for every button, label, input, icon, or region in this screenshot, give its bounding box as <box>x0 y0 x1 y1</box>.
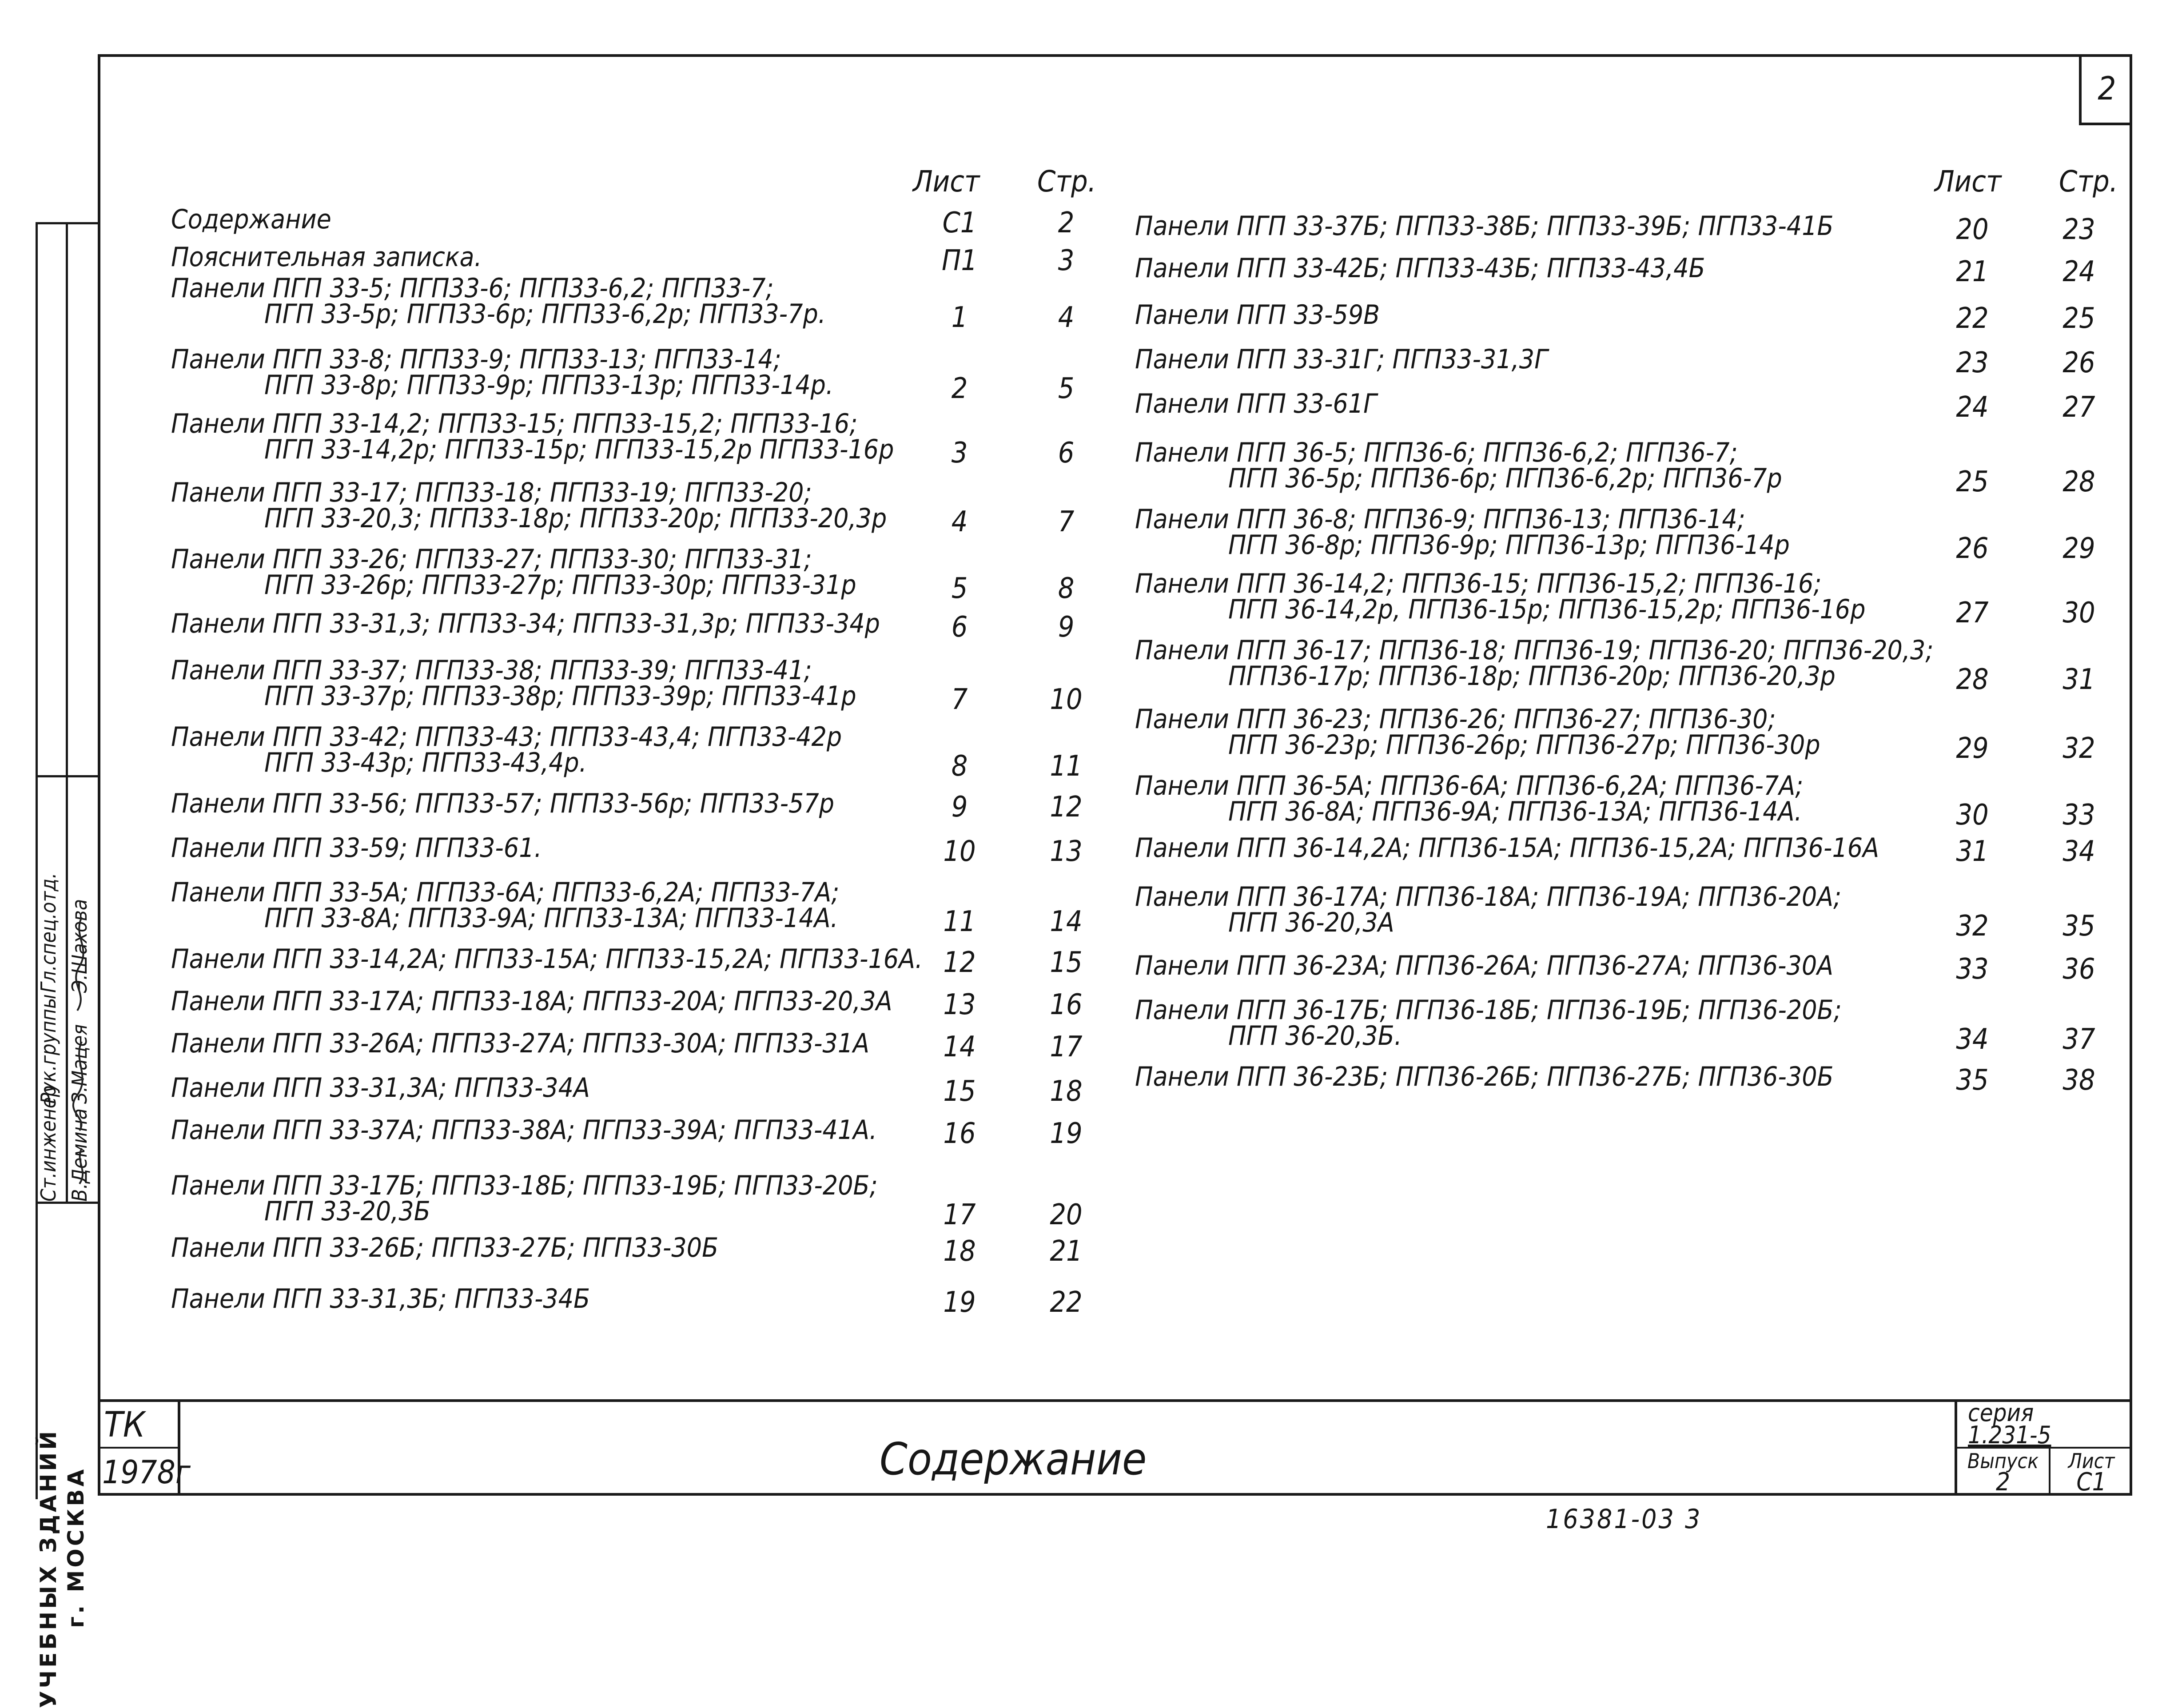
toc-page-number: 20 <box>1050 1198 1083 1231</box>
toc-entry <box>1135 881 1842 938</box>
toc-entry <box>171 544 856 601</box>
toc-page-number: 12 <box>1050 791 1083 824</box>
toc-entry-line: Панели ПГП 36-17А; ПГП36-18А; ПГП36-19А; ПГП36-20А; <box>1135 881 1842 912</box>
toc-page-number: 35 <box>2062 910 2095 943</box>
toc-entry <box>171 408 894 465</box>
toc-entry-line: Панели ПГП 36-8; ПГП36-9; ПГП36-13; ПГП36-14; <box>1135 504 1745 535</box>
toc-entry <box>171 721 842 778</box>
toc-sheet-number: 19 <box>943 1286 976 1319</box>
toc-entry <box>1135 504 1790 561</box>
toc-entry <box>171 242 482 273</box>
title-block-right <box>1955 1399 2135 1497</box>
toc-page-number: 32 <box>2062 732 2095 765</box>
title-block-org <box>98 1402 191 1496</box>
toc-entry-line: Панели ПГП 33-42Б; ПГП33-43Б; ПГП33-43,4Б <box>1135 253 1705 284</box>
toc-entry <box>171 1232 719 1263</box>
toc-entry <box>1135 344 1548 375</box>
toc-entry <box>171 344 834 401</box>
toc-entry <box>1135 388 1377 419</box>
toc-page-number: 23 <box>2062 213 2095 246</box>
toc-entry-line: Панели ПГП 36-23; ПГП36-26; ПГП36-27; ПГП36-30; <box>1135 704 1776 735</box>
toc-sheet-number: 13 <box>943 988 976 1021</box>
toc-entry-line: ПГП 33-8р; ПГП33-9р; ПГП33-13р; ПГП33-14р. <box>264 370 834 401</box>
toc-sheet-number: 29 <box>1956 732 1989 765</box>
toc-entry-line: Панели ПГП 33-14,2А; ПГП33-15А; ПГП33-15,2А; ПГП33-16А. <box>171 944 923 975</box>
toc-sheet-number: 18 <box>943 1235 976 1268</box>
toc-sheet-number: 30 <box>1956 799 1989 832</box>
toc-page-number: 15 <box>1050 946 1083 979</box>
series-value: 1.231-5 <box>1968 1421 2051 1449</box>
right-header-sheet: Лист <box>1935 164 2002 199</box>
toc-page-number: 4 <box>1058 301 1075 334</box>
stamp-name-3: В.Демина <box>68 1108 92 1202</box>
toc-entry <box>171 1283 590 1314</box>
toc-page-number: 21 <box>1050 1235 1083 1268</box>
toc-entry <box>171 608 880 639</box>
stamp-org-line2: г. МОСКВА <box>63 1466 89 1628</box>
toc-sheet-number: 6 <box>951 611 968 644</box>
stamp-role-3: Ст.инженер <box>36 1085 60 1202</box>
toc-page-number: 33 <box>2062 799 2095 832</box>
toc-page-number: 13 <box>1050 835 1083 868</box>
toc-entry-line: ПГП 36-8р; ПГП36-9р; ПГП36-13р; ПГП36-14р <box>1228 530 1790 561</box>
toc-entry <box>1135 706 1820 758</box>
left-header-page: Стр. <box>1037 164 1096 199</box>
toc-page-number: 29 <box>2062 532 2095 565</box>
series-cell <box>1957 1399 2132 1449</box>
toc-sheet-number: 21 <box>1956 255 1989 288</box>
toc-sheet-number: 8 <box>951 750 968 783</box>
toc-sheet-number: 28 <box>1956 663 1989 696</box>
stamp-role-2: Рук.группы <box>36 994 60 1104</box>
toc-entry <box>1135 950 1834 981</box>
toc-entry <box>171 1170 878 1227</box>
series-label: серия <box>1968 1399 2034 1427</box>
toc-entry-line: ПГП 33-26р; ПГП33-27р; ПГП33-30р; ПГП33-31р <box>264 569 856 601</box>
document-title: Содержание <box>880 1433 1147 1485</box>
stamp-name-2: З.Мацея <box>68 1024 92 1104</box>
toc-entry <box>1135 437 1782 494</box>
toc-page-number: 9 <box>1058 611 1075 644</box>
toc-sheet-number: 4 <box>951 506 968 538</box>
toc-entry-line: Панели ПГП 33-8; ПГП33-9; ПГП33-13; ПГП33-14; <box>171 344 781 375</box>
toc-sheet-number: 16 <box>943 1117 976 1150</box>
toc-entry <box>171 788 834 819</box>
toc-entry-line: Панели ПГП 33-26А; ПГП33-27А; ПГП33-30А; ПГП33-31А <box>171 1028 870 1059</box>
sheet-cell <box>2051 1449 2132 1496</box>
toc-entry <box>171 477 887 534</box>
toc-entry <box>1135 568 1866 625</box>
toc-page-number: 22 <box>1050 1286 1083 1319</box>
toc-entry <box>1135 211 1834 242</box>
toc-sheet-number: 3 <box>951 437 968 470</box>
toc-sheet-number: 33 <box>1956 953 1989 986</box>
toc-sheet-number: 9 <box>951 791 968 824</box>
toc-entry-line: ПГП 33-37р; ПГП33-38р; ПГП33-39р; ПГП33-41р <box>264 681 856 712</box>
toc-sheet-number: 24 <box>1956 391 1989 424</box>
toc-page-number: 16 <box>1050 988 1083 1021</box>
toc-sheet-number: 5 <box>951 572 968 605</box>
toc-entry-line: Пояснительная записка. <box>171 242 482 273</box>
toc-entry-line: Панели ПГП 33-56; ПГП33-57; ПГП33-56р; ПГП33-57р <box>171 788 834 819</box>
toc-sheet-number: 12 <box>943 946 976 979</box>
toc-sheet-number: 25 <box>1956 466 1989 498</box>
toc-entry-line: Панели ПГП 33-17Б; ПГП33-18Б; ПГП33-19Б; ПГП33-20Б; <box>171 1170 878 1201</box>
toc-entry-line: ПГП 36-8А; ПГП36-9А; ПГП36-13А; ПГП36-14А. <box>1228 796 1802 827</box>
toc-entry-line: Панели ПГП 33-26Б; ПГП33-27Б; ПГП33-30Б <box>171 1232 719 1263</box>
toc-entry-line: Панели ПГП 33-17А; ПГП33-18А; ПГП33-20А; ПГП33-20,3А <box>171 986 892 1017</box>
toc-entry <box>171 204 331 235</box>
toc-sheet-number: 1 <box>951 301 968 334</box>
toc-entry-line: ПГП 33-20,3; ПГП33-18р; ПГП33-20р; ПГП33-20,3р <box>264 503 887 534</box>
toc-entry-line: Панели ПГП 33-61Г <box>1135 388 1377 419</box>
toc-entry-line: ПГП 33-20,3Б <box>264 1196 430 1227</box>
toc-sheet-number: 35 <box>1956 1064 1989 1097</box>
toc-entry <box>171 944 923 975</box>
toc-page-number: 38 <box>2062 1064 2095 1097</box>
issue-label: Выпуск <box>1967 1449 2039 1473</box>
toc-entry-line: Панели ПГП 36-17; ПГП36-18; ПГП36-19; ПГП36-20; ПГП36-20,3; <box>1135 635 1934 666</box>
toc-entry <box>171 1115 877 1146</box>
toc-page-number: 18 <box>1050 1075 1083 1108</box>
toc-page-number: 7 <box>1058 506 1075 538</box>
toc-page-number: 2 <box>1058 207 1075 239</box>
toc-entry-line: ПГП 33-5р; ПГП33-6р; ПГП33-6,2р; ПГП33-7р. <box>264 299 826 330</box>
toc-sheet-number: 11 <box>943 905 976 938</box>
toc-page-number: 27 <box>2062 391 2095 424</box>
toc-entry-line: Панели ПГП 33-31Г; ПГП33-31,3Г <box>1135 344 1548 375</box>
toc-entry-line: Панели ПГП 36-23Б; ПГП36-26Б; ПГП36-27Б; ПГП36-30Б <box>1135 1061 1834 1092</box>
approval-stamp <box>36 222 98 1708</box>
toc-entry-line: Панели ПГП 33-5А; ПГП33-6А; ПГП33-6,2А; ПГП33-7А; <box>171 877 840 908</box>
toc-page-number: 34 <box>2062 835 2095 868</box>
toc-page-number: 5 <box>1058 372 1075 405</box>
toc-page-number: 8 <box>1058 572 1075 605</box>
toc-entry-line: Панели ПГП 33-31,3А; ПГП33-34А <box>171 1072 590 1103</box>
toc-entry-line: Панели ПГП 33-31,3; ПГП33-34; ПГП33-31,3р; ПГП33-34р <box>171 608 880 639</box>
toc-entry <box>1135 770 1804 827</box>
toc-entry <box>1135 635 1934 692</box>
toc-sheet-number: 26 <box>1956 532 1989 565</box>
toc-sheet-number: 15 <box>943 1075 976 1108</box>
toc-page-number: 14 <box>1050 905 1083 938</box>
toc-entry-line: Панели ПГП 33-59В <box>1135 299 1380 330</box>
toc-entry <box>1135 1061 1834 1092</box>
stamp-org-line1: УЧЕБНЫХ ЗДАНИЙ <box>36 1428 61 1708</box>
toc-entry-line: Панели ПГП 33-42; ПГП33-43; ПГП33-43,4; ПГП33-42р <box>171 721 842 752</box>
issue-value: 2 <box>1995 1468 2011 1497</box>
toc-page-number: 37 <box>2062 1023 2095 1056</box>
toc-entry <box>171 273 826 330</box>
toc-entry <box>171 986 892 1017</box>
toc-page-number: 19 <box>1050 1117 1083 1150</box>
toc-entry <box>1135 832 1879 864</box>
toc-sheet-number: 23 <box>1956 346 1989 379</box>
toc-entry <box>1135 997 1842 1049</box>
toc-page-number: 11 <box>1050 750 1083 783</box>
toc-entry-line: ПГП 36-20,3Б. <box>1228 1020 1402 1051</box>
toc-entry-line: Панели ПГП 33-17; ПГП33-18; ПГП33-19; ПГП33-20; <box>171 477 812 508</box>
title-block <box>98 1399 2132 1498</box>
toc-entry-line: Панели ПГП 33-37А; ПГП33-38А; ПГП33-39А; ПГП33-41А. <box>171 1115 877 1146</box>
stamp-name-1: Э.Шахова <box>68 899 92 993</box>
toc-entry-line: ПГП36-17р; ПГП36-18р; ПГП36-20р; ПГП36-20,3р <box>1228 661 1836 692</box>
toc-entry-line: Панели ПГП 36-5А; ПГП36-6А; ПГП36-6,2А; ПГП36-7А; <box>1135 770 1804 801</box>
toc-entry <box>1135 253 1705 284</box>
toc-sheet-number: 17 <box>943 1198 976 1231</box>
toc-sheet-number: 34 <box>1956 1023 1989 1056</box>
toc-page-number: 17 <box>1050 1031 1083 1063</box>
toc-entry-line: ПГП 33-14,2р; ПГП33-15р; ПГП33-15,2р ПГП33-16р <box>264 434 894 465</box>
toc-entry-line: Панели ПГП 36-17Б; ПГП36-18Б; ПГП36-19Б; ПГП36-20Б; <box>1135 995 1842 1026</box>
toc-page-number: 26 <box>2062 346 2095 379</box>
toc-sheet-number: 32 <box>1956 910 1989 943</box>
toc-entry <box>171 1028 870 1059</box>
year: 1978г <box>102 1453 191 1491</box>
toc-sheet-number: С1 <box>942 207 977 239</box>
sheet-number: 2 <box>2079 54 2132 125</box>
toc-page-number: 10 <box>1050 683 1083 716</box>
toc-page-number: 24 <box>2062 255 2095 288</box>
toc-entry-line: ПГП 33-8А; ПГП33-9А; ПГП33-13А; ПГП33-14А. <box>264 903 838 934</box>
toc-entry <box>171 1072 590 1103</box>
toc-entry-line: Панели ПГП 36-5; ПГП36-6; ПГП36-6,2; ПГП36-7; <box>1135 437 1738 468</box>
toc-entry-line: Панели ПГП 36-23А; ПГП36-26А; ПГП36-27А; ПГП36-30А <box>1135 950 1834 981</box>
sheet-value: С1 <box>2076 1468 2106 1497</box>
toc-sheet-number: 10 <box>943 835 976 868</box>
toc-entry-line: Панели ПГП 36-14,2; ПГП36-15; ПГП36-15,2; ПГП36-16; <box>1135 568 1822 599</box>
toc-page-number: 31 <box>2062 663 2095 696</box>
toc-sheet-number: 14 <box>943 1031 976 1063</box>
toc-entry-line: Панели ПГП 33-37Б; ПГП33-38Б; ПГП33-39Б; ПГП33-41Б <box>1135 211 1834 242</box>
archive-code: 16381-03 3 <box>1546 1504 1702 1535</box>
toc-page-number: 6 <box>1058 437 1075 470</box>
toc-entry-line: ПГП 36-23р; ПГП36-26р; ПГП36-27р; ПГП36-30р <box>1228 729 1820 760</box>
toc-page-number: 36 <box>2062 953 2095 986</box>
toc-page-number: 25 <box>2062 302 2095 335</box>
toc-sheet-number: 22 <box>1956 302 1989 335</box>
toc-entry <box>171 832 542 864</box>
signature-marks <box>68 908 95 1193</box>
right-header-page: Стр. <box>2059 164 2118 199</box>
toc-entry-line: Панели ПГП 33-31,3Б; ПГП33-34Б <box>171 1283 590 1314</box>
stamp-role-1: Гл.спец.отд. <box>36 872 60 993</box>
toc-entry <box>1135 299 1380 330</box>
toc-entry-line: Панели ПГП 33-14,2; ПГП33-15; ПГП33-15,2; ПГП33-16; <box>171 408 858 439</box>
toc-entry-line: ПГП 36-20,3А <box>1228 907 1394 938</box>
toc-entry-line: ПГП 36-5р; ПГП36-6р; ПГП36-6,2р; ПГП36-7р <box>1228 463 1782 494</box>
toc-entry-line: ПГП 33-43р; ПГП33-43,4р. <box>264 747 587 778</box>
toc-entry-line: Панели ПГП 33-59; ПГП33-61. <box>171 832 542 864</box>
toc-sheet-number: П1 <box>942 244 977 277</box>
issue-cell <box>1957 1449 2051 1496</box>
sheet-label: Лист <box>2068 1449 2115 1473</box>
toc-page-number: 28 <box>2062 466 2095 498</box>
toc-sheet-number: 2 <box>951 372 968 405</box>
toc-page-number: 3 <box>1058 244 1075 277</box>
toc-entry-line: Панели ПГП 33-26; ПГП33-27; ПГП33-30; ПГП33-31; <box>171 544 812 575</box>
left-header-sheet: Лист <box>913 164 980 199</box>
toc-entry <box>171 877 840 934</box>
toc-entry-line: Содержание <box>171 204 331 235</box>
toc-sheet-number: 31 <box>1956 835 1989 868</box>
toc-sheet-number: 7 <box>951 683 968 716</box>
toc-entry-line: Панели ПГП 33-5; ПГП33-6; ПГП33-6,2; ПГП33-7; <box>171 273 774 304</box>
toc-sheet-number: 27 <box>1956 597 1989 629</box>
toc-entry <box>171 655 856 712</box>
toc-sheet-number: 20 <box>1956 213 1989 246</box>
toc-entry-line: ПГП 36-14,2р, ПГП36-15р; ПГП36-15,2р; ПГП36-16р <box>1228 594 1866 625</box>
org-code: ТК <box>98 1402 178 1449</box>
toc-entry-line: Панели ПГП 33-37; ПГП33-38; ПГП33-39; ПГП33-41; <box>171 655 812 686</box>
toc-page-number: 30 <box>2062 597 2095 629</box>
toc-entry-line: Панели ПГП 36-14,2А; ПГП36-15А; ПГП36-15,2А; ПГП36-16А <box>1135 832 1879 864</box>
